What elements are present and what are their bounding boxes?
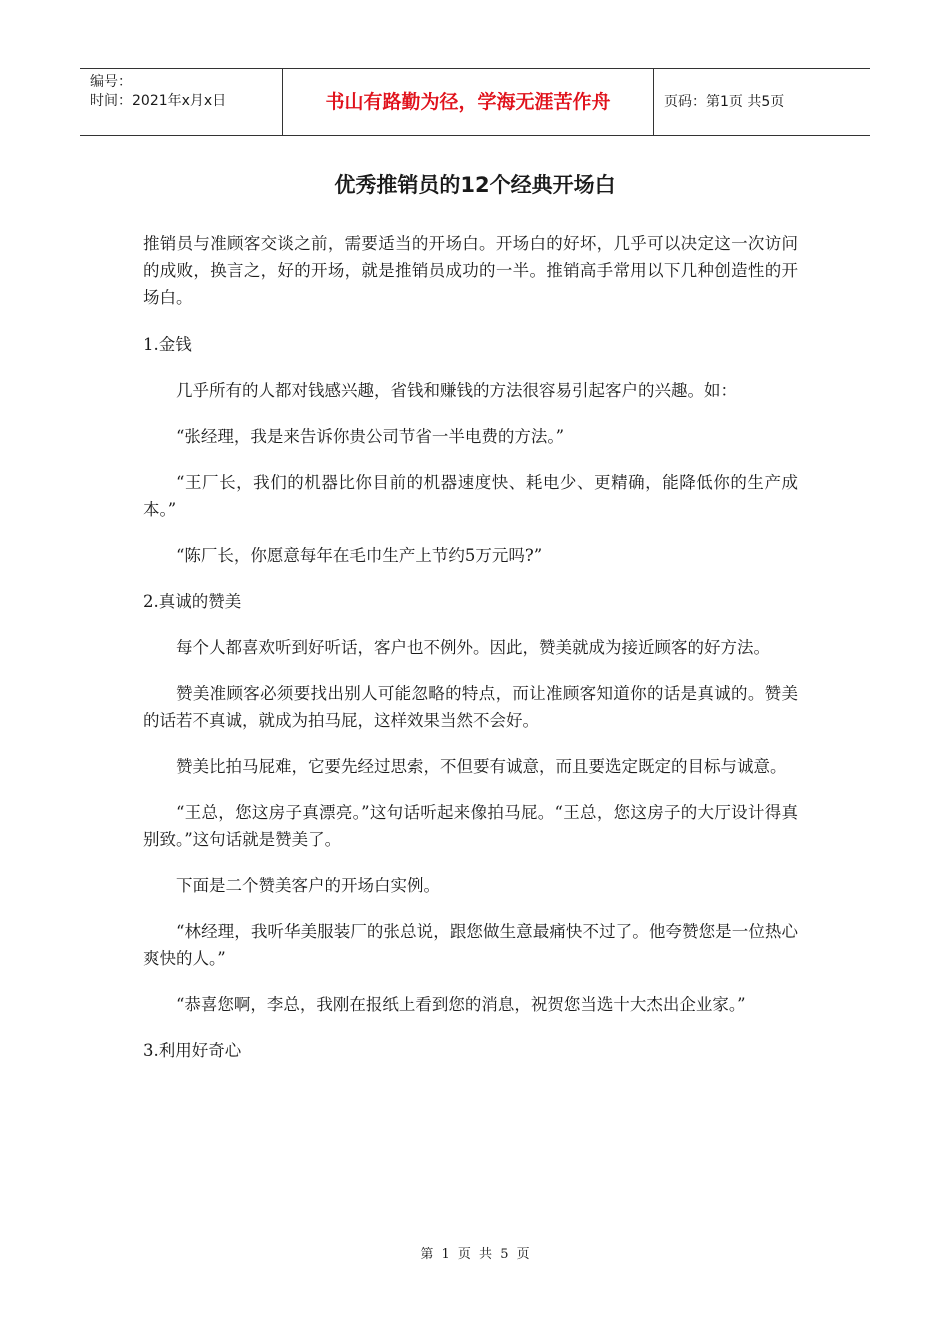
header-meta — [80, 69, 282, 135]
body-paragraph: “张经理，我是来告诉你贵公司节省一半电费的方法。” — [176, 427, 565, 446]
page-footer: 第 1 页 共 5 页 — [420, 1247, 530, 1262]
body-paragraph: 几乎所有的人都对钱感兴趣，省钱和赚钱的方法很容易引起客户的兴趣。如： — [176, 381, 737, 400]
body-paragraph: 每个人都喜欢听到好听话，客户也不例外。因此，赞美就成为接近顾客的好方法。 — [176, 638, 770, 657]
body-paragraph: “林经理，我听华美服装厂的张总说，跟您做生意最痛快不过了。他夸赞您是一位热心爽快的人。” — [143, 922, 798, 968]
body-paragraph: 赞美比拍马屁难，它要先经过思索，不但要有诚意，而且要选定既定的目标与诚意。 — [176, 757, 787, 776]
body-paragraph: “恭喜您啊，李总，我刚在报纸上看到您的消息，祝贺您当选十大杰出企业家。” — [176, 995, 746, 1014]
section-heading: 1.金钱 — [143, 335, 192, 354]
document-title: 优秀推销员的12个经典开场白 — [334, 173, 616, 197]
body-paragraph: “王总，您这房子真漂亮。”这句话听起来像拍马屁。“王总，您这房子的大厅设计得真别致。”这句话就是赞美了。 — [143, 803, 798, 849]
body-paragraph: 下面是二个赞美客户的开场白实例。 — [176, 876, 440, 895]
body-paragraph: “陈厂长，你愿意每年在毛巾生产上节约5万元吗?” — [176, 546, 543, 565]
time-label: 时间：2021年x月x日 — [90, 93, 227, 109]
section-heading: 2.真诚的赞美 — [143, 592, 242, 611]
number-label: 编号： — [90, 74, 132, 90]
header-motto: 书山有路勤为径，学海无涯苦作舟 — [282, 69, 654, 135]
intro-paragraph: 推销员与准顾客交谈之前，需要适当的开场白。开场白的好坏，几乎可以决定这一次访问的成败，换言之，好的开场，就是推销员成功的一半。推销高手常用以下几种创造性的开场白。 — [143, 234, 798, 307]
section-heading: 3.利用好奇心 — [143, 1041, 242, 1060]
body-paragraph: 赞美准顾客必须要找出别人可能忽略的特点，而让准顾客知道你的话是真诚的。赞美的话若不真诚，就成为拍马屁，这样效果当然不会好。 — [143, 684, 798, 730]
body-paragraph: “王厂长，我们的机器比你目前的机器速度快、耗电少、更精确，能降低你的生产成本。” — [143, 473, 798, 519]
document-body — [143, 230, 798, 1083]
document-header — [80, 68, 870, 136]
header-page-info: 页码：第1页 共5页 — [664, 94, 785, 110]
